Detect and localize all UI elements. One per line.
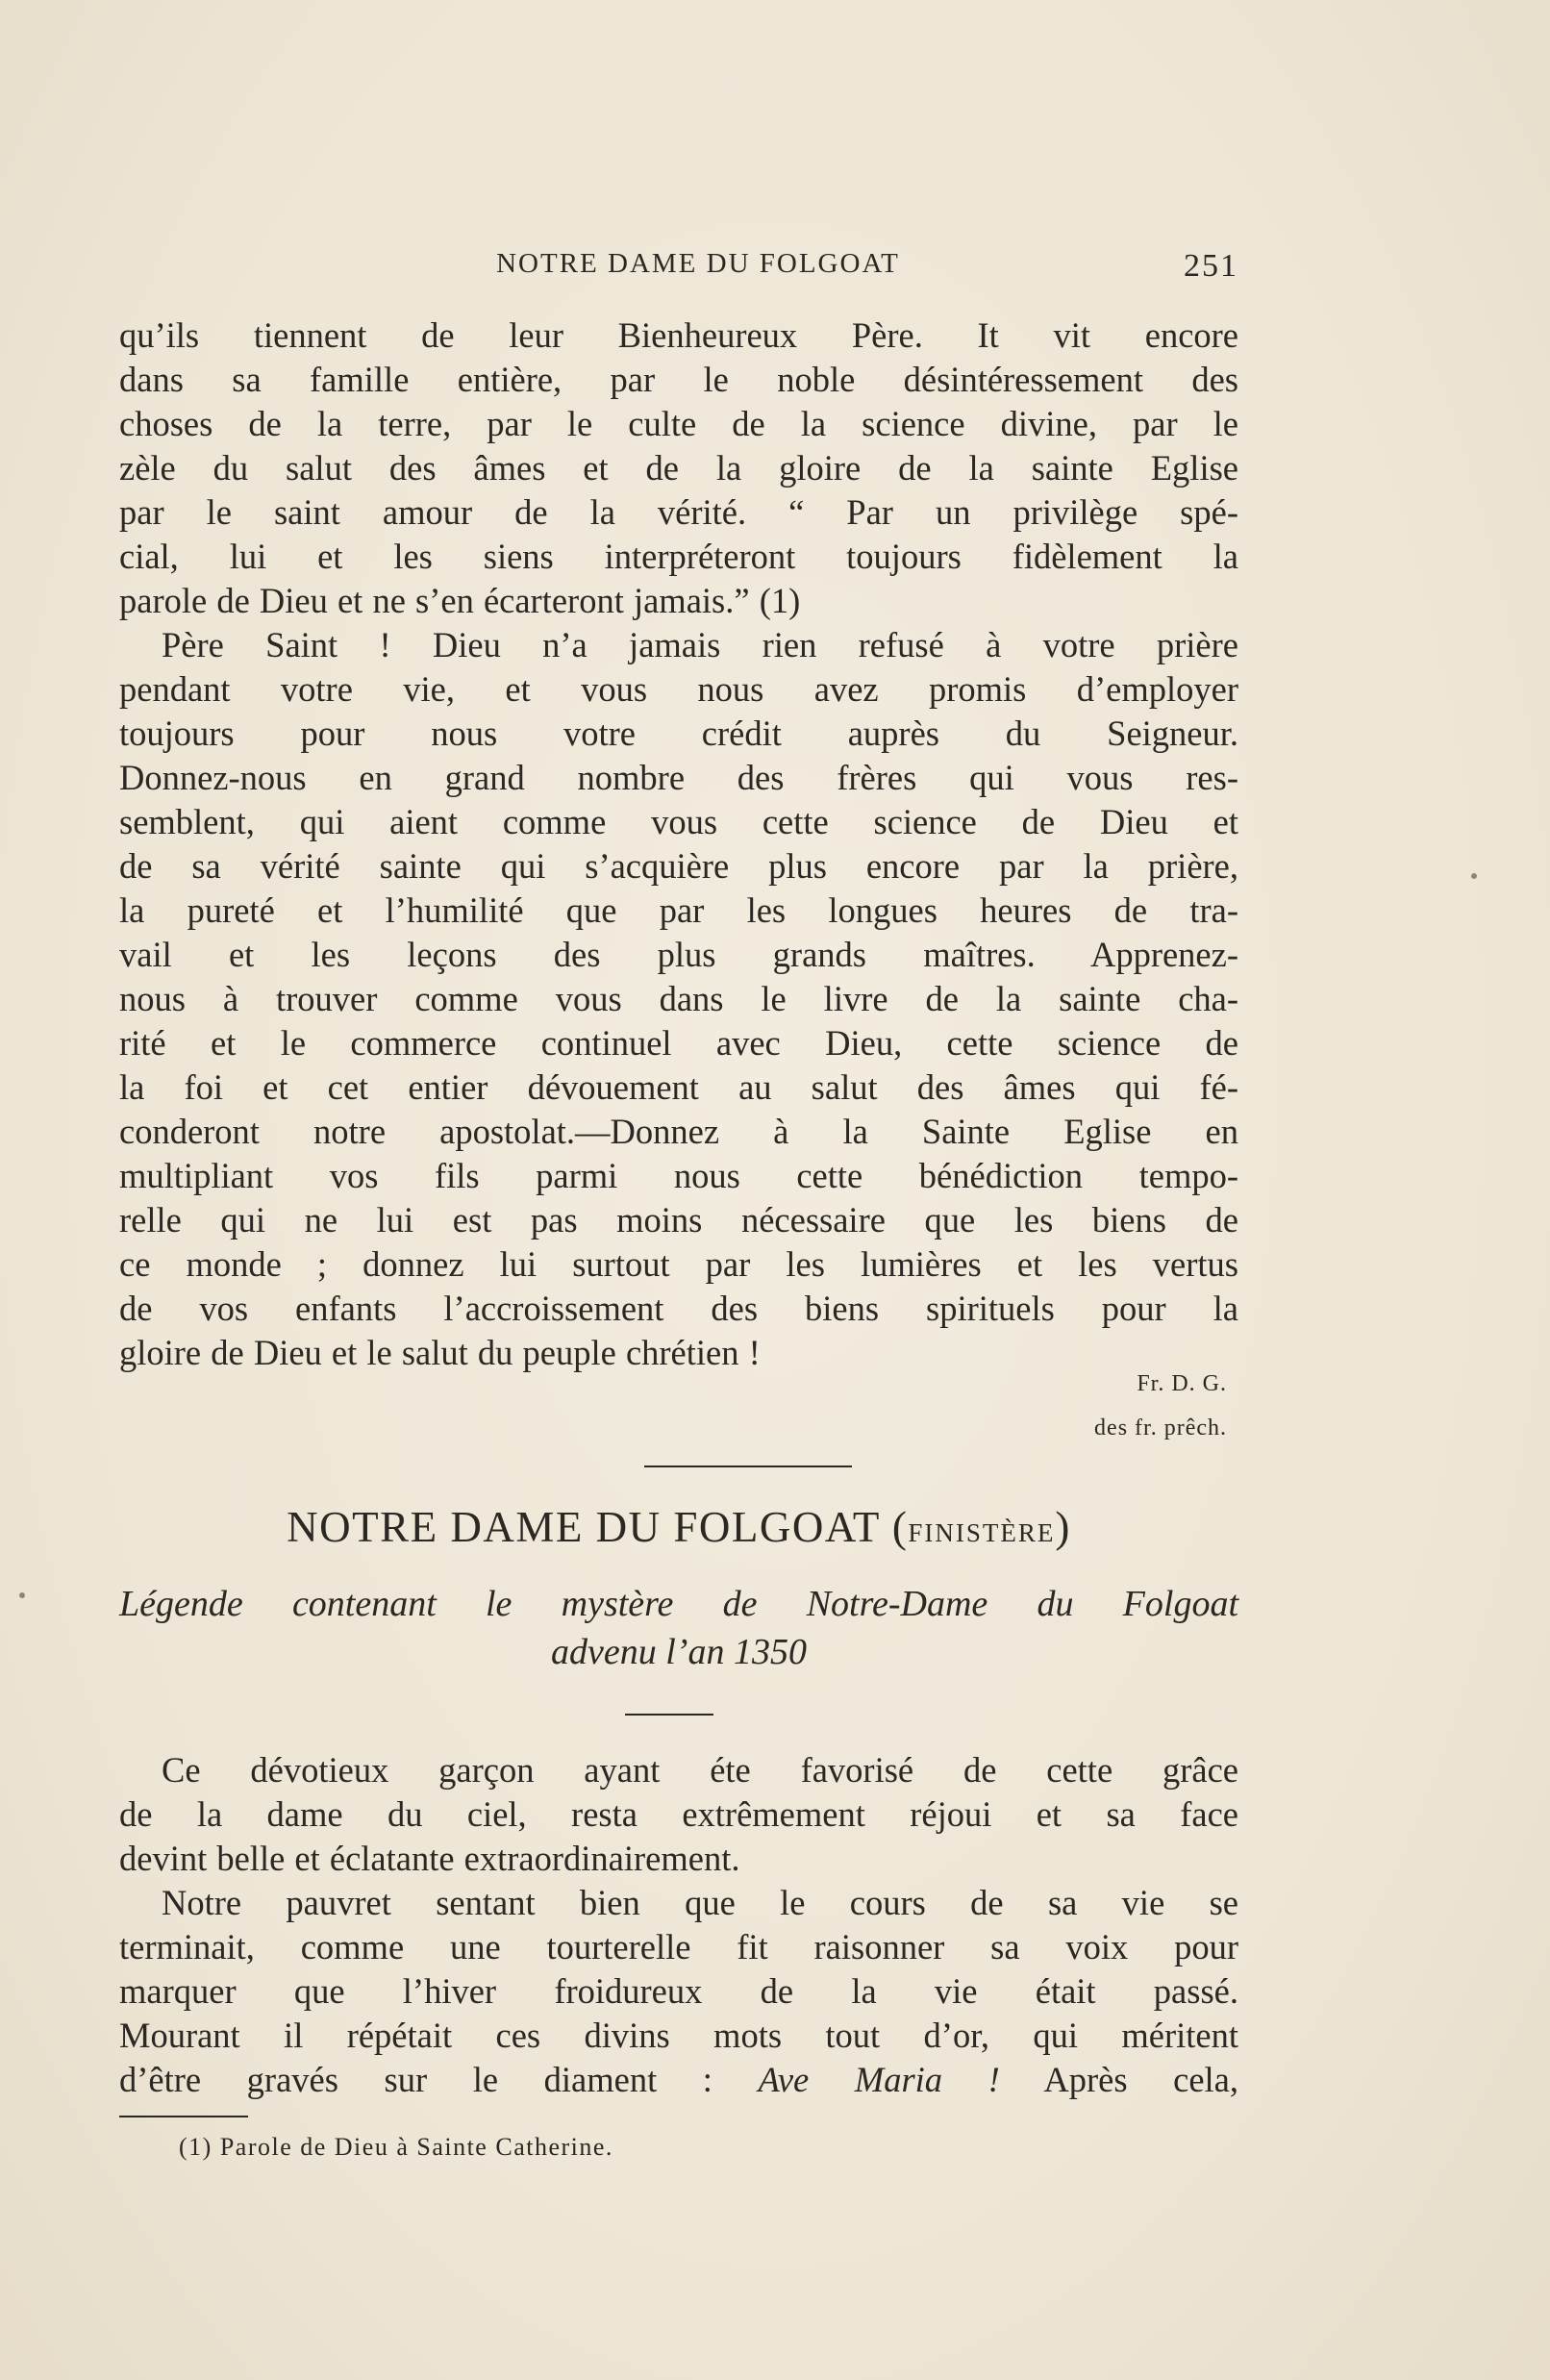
section-divider [644, 1466, 852, 1467]
section-title [119, 1502, 1238, 1552]
text-line: pendant votre vie, et vous nous avez promis d’employer [119, 669, 1238, 709]
signature-name: Fr. D. G. [1137, 1371, 1227, 1396]
text-line: toujours pour nous votre crédit auprès du Seigneur. [119, 714, 1238, 753]
text-line: semblent, qui aient comme vous cette science de Dieu et [119, 802, 1238, 841]
text-line: de la dame du ciel, resta extrêmement réjoui et sa face [119, 1794, 1238, 1834]
section-title-close: ) [1055, 1503, 1071, 1551]
text-line: zèle du salut des âmes et de la gloire de la sainte Eglise [119, 448, 1238, 488]
section-title-small-caps: FINISTÈRE [908, 1518, 1056, 1547]
running-title: NOTRE DAME DU FOLGOAT [496, 248, 900, 279]
page-number: 251 [1184, 248, 1238, 284]
text-line-mixed [119, 2058, 1238, 2102]
text-line: multipliant vos fils parmi nous cette bénédiction tempo- [119, 1156, 1238, 1195]
text-line: par le saint amour de la vérité. “ Par un privilège spé- [119, 492, 1238, 532]
text-line: la foi et cet entier dévouement au salut des âmes qui fé- [119, 1067, 1238, 1107]
text-line: vail et les leçons des plus grands maîtres. Apprenez- [119, 935, 1238, 974]
ave-maria-italic: Ave Maria ! [758, 2060, 1000, 2099]
text-line: rité et le commerce continuel avec Dieu, cette science de [119, 1023, 1238, 1063]
text-line: marquer que l’hiver froidureux de la vie était passé. [119, 1971, 1238, 2011]
signature-affiliation: des fr. prêch. [1094, 1415, 1227, 1441]
footnote: (1) Parole de Dieu à Sainte Catherine. [179, 2133, 613, 2161]
text-line: relle qui ne lui est pas moins nécessaire que les biens de [119, 1200, 1238, 1240]
paper-speck [19, 1592, 25, 1598]
text-line: de sa vérité sainte qui s’acquière plus encore par la prière, [119, 846, 1238, 886]
text-line: Donnez-nous en grand nombre des frères qui vous res- [119, 758, 1238, 797]
section-subtitle-line-1: Légende contenant le mystère de Notre-Dame du Folgoat [119, 1584, 1238, 1624]
text-line: Notre pauvret sentant bien que le cours de sa vie se [162, 1883, 1238, 1922]
last-line-before: d’être gravés sur le diament : [119, 2060, 712, 2099]
text-line: cial, lui et les siens interpréteront toujours fidèlement la [119, 537, 1238, 576]
running-head [119, 248, 1238, 287]
section-subtitle-line-2: advenu l’an 1350 [551, 1632, 807, 1672]
text-line: qu’ils tiennent de leur Bienheureux Père. It vit encore [119, 315, 1238, 355]
paragraph-block-2 [119, 1748, 1238, 2102]
paper-speck [1471, 873, 1477, 879]
text-line: Père Saint ! Dieu n’a jamais rien refusé à votre prière [162, 625, 1238, 664]
text-line: choses de la terre, par le culte de la science divine, par le [119, 404, 1238, 443]
text-line: dans sa famille entière, par le noble désintéressement des [119, 360, 1238, 399]
paragraph-block-1 [119, 313, 1238, 1375]
text-line: gloire de Dieu et le salut du peuple chrétien ! [119, 1333, 761, 1372]
text-line: devint belle et éclatante extraordinairement. [119, 1839, 740, 1878]
text-line: Ce dévotieux garçon ayant éte favorisé de cette grâce [162, 1750, 1238, 1790]
section-title-main: NOTRE DAME DU FOLGOAT ( [287, 1503, 909, 1551]
text-line: parole de Dieu et ne s’en écarteront jamais.” (1) [119, 581, 801, 620]
text-line: la pureté et l’humilité que par les longues heures de tra- [119, 890, 1238, 930]
subtitle-divider [625, 1714, 713, 1716]
text-line: conderont notre apostolat.—Donnez à la Sainte Eglise en [119, 1112, 1238, 1151]
text-line: nous à trouver comme vous dans le livre de la sainte cha- [119, 979, 1238, 1018]
text-line: Mourant il répétait ces divins mots tout d’or, qui méritent [119, 2016, 1238, 2055]
text-line: de vos enfants l’accroissement des biens spirituels pour la [119, 1289, 1238, 1328]
text-line: ce monde ; donnez lui surtout par les lumières et les vertus [119, 1244, 1238, 1284]
text-line: terminait, comme une tourterelle fit raisonner sa voix pour [119, 1927, 1238, 1967]
last-line-after: Après cela, [1043, 2060, 1239, 2099]
footnote-rule [119, 2116, 248, 2117]
